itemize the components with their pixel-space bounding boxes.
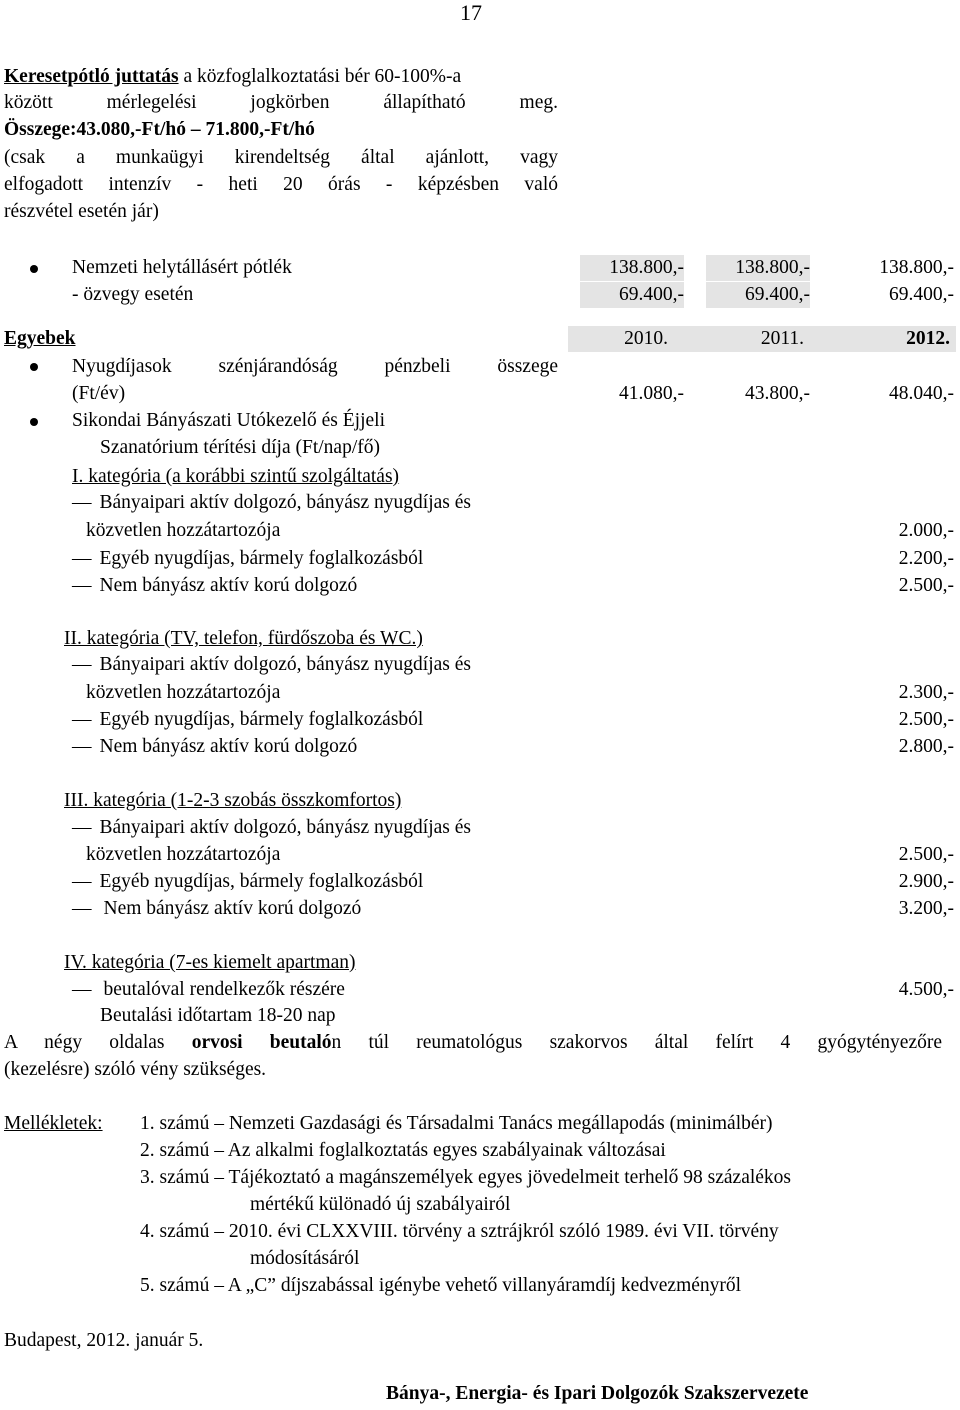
cat4-item1 <box>72 977 345 1003</box>
cat3-item2-value: 2.900,- <box>898 871 954 892</box>
cat2-item1-cont: közvetlen hozzátartozója <box>86 682 281 703</box>
cat1-item1-cont: közvetlen hozzátartozója <box>86 520 281 541</box>
intro-title: Keresetpótló juttatás <box>4 66 179 87</box>
nyugdij-2010-value: 41.080,- <box>619 383 684 404</box>
attachment-5: 5. számú – A „C” díjszabással igénybe vehető villanyáramdíj kedvezményről <box>140 1275 742 1296</box>
category-3-title: III. kategória (1-2-3 szobás összkomfortos) <box>64 790 402 811</box>
nyugdij-2011-value: 43.800,- <box>745 383 810 404</box>
cat1-item1-value: 2.000,- <box>898 520 954 541</box>
cat3-item1-text: Bányaipari aktív dolgozó, bányász nyugdíjas és <box>99 817 471 838</box>
dash: — <box>72 548 92 569</box>
signature: Bánya-, Energia- és Ipari Dolgozók Szakszervezete <box>386 1383 809 1404</box>
attachment-4-cont: módosításáról <box>250 1248 360 1269</box>
dash: — <box>72 709 92 730</box>
final-note-line-2: (kezelésre) szóló vény szükséges. <box>4 1059 267 1080</box>
cat3-item3-value: 3.200,- <box>898 898 954 919</box>
cat2-item2-value: 2.500,- <box>898 709 954 730</box>
cat2-item1-value: 2.300,- <box>898 682 954 703</box>
year-2011: 2011. <box>760 328 804 349</box>
year-2010: 2010. <box>624 328 668 349</box>
egyebek-title: Egyebek <box>4 328 76 349</box>
nemzeti-2011-value: 138.800,- <box>706 255 810 281</box>
intro-line-5: elfogadott intenzív - heti 20 órás - képzésben való <box>4 174 558 195</box>
cat2-item3 <box>72 734 357 760</box>
nyugdij-2012-value: 48.040,- <box>889 383 954 404</box>
final-note-mid: n túl reumatológus szakorvos által felírt 4 gyógytényezőre <box>331 1032 943 1053</box>
intro-line-2: között mérlegelési jogkörben állapítható meg. <box>4 92 558 113</box>
cat3-item3 <box>72 896 361 922</box>
cat1-item3-value: 2.500,- <box>898 575 954 596</box>
cat1-item3 <box>72 573 357 599</box>
year-2012: 2012. <box>906 328 950 349</box>
final-note-line-1 <box>4 1030 942 1056</box>
dash: — <box>72 492 92 513</box>
cat3-item2-text: Egyéb nyugdíjas, bármely foglalkozásból <box>99 871 424 892</box>
cat2-item3-text: Nem bányász aktív korú dolgozó <box>99 736 358 757</box>
cat4-item1-text: beutalóval rendelkezők részére <box>103 979 345 1000</box>
cat3-item3-text: Nem bányász aktív korú dolgozó <box>103 898 362 919</box>
attachment-2: 2. számú – Az alkalmi foglalkoztatás egyes szabályainak változásai <box>140 1140 666 1161</box>
ozvegy-2012-value: 69.400,- <box>889 284 954 305</box>
intro-line-1 <box>4 64 461 90</box>
category-4-title: IV. kategória (7-es kiemelt apartman) <box>64 952 356 973</box>
cat1-item3-text: Nem bányász aktív korú dolgozó <box>99 575 358 596</box>
cat3-item2 <box>72 869 423 895</box>
cat3-item1-value: 2.500,- <box>898 844 954 865</box>
cat1-item2-value: 2.200,- <box>898 548 954 569</box>
dash: — <box>72 871 92 892</box>
dash: — <box>72 898 92 919</box>
cat2-item3-value: 2.800,- <box>898 736 954 757</box>
attachment-3-cont: mértékű különadó új szabályairól <box>250 1194 511 1215</box>
cat3-item1 <box>72 815 471 841</box>
dash: — <box>72 654 92 675</box>
cat2-item1 <box>72 652 471 678</box>
cat4-note: Beutalási időtartam 18-20 nap <box>100 1005 336 1026</box>
category-1-title: I. kategória (a korábbi szintű szolgáltatás) <box>72 466 400 487</box>
category-2-title: II. kategória (TV, telefon, fürdőszoba és WC.) <box>64 628 423 649</box>
dash: — <box>72 817 92 838</box>
cat2-item2-text: Egyéb nyugdíjas, bármely foglalkozásból <box>99 709 424 730</box>
cat2-item2 <box>72 707 423 733</box>
attachment-4: 4. számú – 2010. évi CLXXVIII. törvény a sztrájkról szóló 1989. évi VII. törvény <box>140 1221 779 1242</box>
intro-amount: Összege:43.080,-Ft/hó – 71.800,-Ft/hó <box>4 119 315 140</box>
sikondai-line-1: Sikondai Bányászati Utókezelő és Éjjeli <box>72 410 385 431</box>
nemzeti-ozvegy-label: - özvegy esetén <box>72 284 194 305</box>
nemzeti-label: Nemzeti helytállásért pótlék <box>72 257 292 278</box>
cat1-item1-text: Bányaipari aktív dolgozó, bányász nyugdíjas és <box>99 492 471 513</box>
intro-line1-rest: a közfoglalkoztatási bér 60-100%-a <box>178 66 462 87</box>
attachment-1: 1. számú – Nemzeti Gazdasági és Társadalmi Tanács megállapodás (minimálbér) <box>140 1113 773 1134</box>
ozvegy-2011-value: 69.400,- <box>706 282 810 308</box>
nyugdij-line-2: (Ft/év) <box>72 383 126 404</box>
nemzeti-2012-value: 138.800,- <box>879 257 954 278</box>
page-number: 17 <box>460 0 482 25</box>
cat2-item1-text: Bányaipari aktív dolgozó, bányász nyugdíjas és <box>99 654 471 675</box>
attachments-label: Mellékletek: <box>4 1113 103 1134</box>
date-line: Budapest, 2012. január 5. <box>4 1330 204 1351</box>
intro-line-6: részvétel esetén jár) <box>4 201 159 222</box>
final-note-bold: orvosi beutaló <box>191 1032 332 1053</box>
final-note-pre: A négy oldalas <box>4 1032 192 1053</box>
ozvegy-2010-value: 69.400,- <box>580 282 684 308</box>
cat1-item2 <box>72 546 423 572</box>
dash: — <box>72 979 92 1000</box>
sikondai-line-2: Szanatórium térítési díja (Ft/nap/fő) <box>100 437 380 458</box>
dash: — <box>72 736 92 757</box>
nyugdij-line-1: Nyugdíjasok szénjárandóság pénzbeli összege <box>72 356 558 377</box>
attachment-3: 3. számú – Tájékoztató a magánszemélyek egyes jövedelmeit terhelő 98 százalékos <box>140 1167 792 1188</box>
cat1-item1 <box>72 490 471 516</box>
bullet-nyugdij <box>30 363 38 371</box>
cat4-item1-value: 4.500,- <box>898 979 954 1000</box>
cat1-item2-text: Egyéb nyugdíjas, bármely foglalkozásból <box>99 548 424 569</box>
dash: — <box>72 575 92 596</box>
intro-line-4: (csak a munkaügyi kirendeltség által ajánlott, vagy <box>4 147 558 168</box>
cat3-item1-cont: közvetlen hozzátartozója <box>86 844 281 865</box>
nemzeti-2010-value: 138.800,- <box>580 255 684 281</box>
bullet-sikondai <box>30 418 38 426</box>
bullet-nemzeti <box>30 265 38 273</box>
